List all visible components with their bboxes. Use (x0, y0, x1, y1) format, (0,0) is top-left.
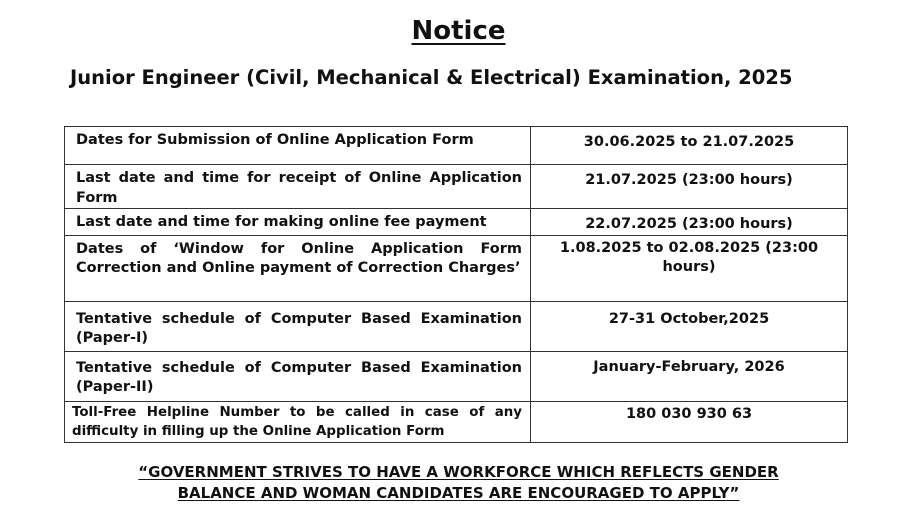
notice-title-text: Notice (411, 16, 506, 46)
row-value: 22.07.2025 (23:00 hours) (531, 209, 848, 236)
schedule-table (64, 126, 848, 443)
table-row (65, 165, 848, 209)
row-value: 180 030 930 63 (531, 401, 848, 442)
row-label: Dates for Submission of Online Application Form (65, 127, 531, 165)
row-value: 27-31 October,2025 (531, 301, 848, 351)
footer-line-2: BALANCE AND WOMAN CANDIDATES ARE ENCOURAGED TO APPLY” (177, 484, 740, 502)
row-label: Last date and time for receipt of Online Application Form (65, 165, 531, 209)
table-row (65, 209, 848, 236)
footer-line-1: “GOVERNMENT STRIVES TO HAVE A WORKFORCE WHICH REFLECTS GENDER (138, 463, 779, 481)
row-value: 1.08.2025 to 02.08.2025 (23:00 hours) (531, 235, 848, 301)
row-value: 21.07.2025 (23:00 hours) (531, 165, 848, 209)
table-row (65, 351, 848, 401)
table-row (65, 401, 848, 442)
row-label: Tentative schedule of Computer Based Examination (Paper-II) (65, 351, 531, 401)
row-label: Last date and time for making online fee payment (65, 209, 531, 236)
gender-balance-note (0, 462, 917, 504)
notice-title (0, 14, 917, 48)
row-value: January-February, 2026 (531, 351, 848, 401)
row-label: Dates of ‘Window for Online Application Form Correction and Online payment of Correction Charges’ (65, 235, 531, 301)
table-row (65, 235, 848, 301)
table-row (65, 127, 848, 165)
row-label: Tentative schedule of Computer Based Examination (Paper-I) (65, 301, 531, 351)
exam-subtitle: Junior Engineer (Civil, Mechanical & Electrical) Examination, 2025 (70, 66, 793, 89)
table-row (65, 301, 848, 351)
row-value: 30.06.2025 to 21.07.2025 (531, 127, 848, 165)
row-label: Toll-Free Helpline Number to be called in case of any difficulty in filling up the Online Application Form (65, 401, 531, 442)
